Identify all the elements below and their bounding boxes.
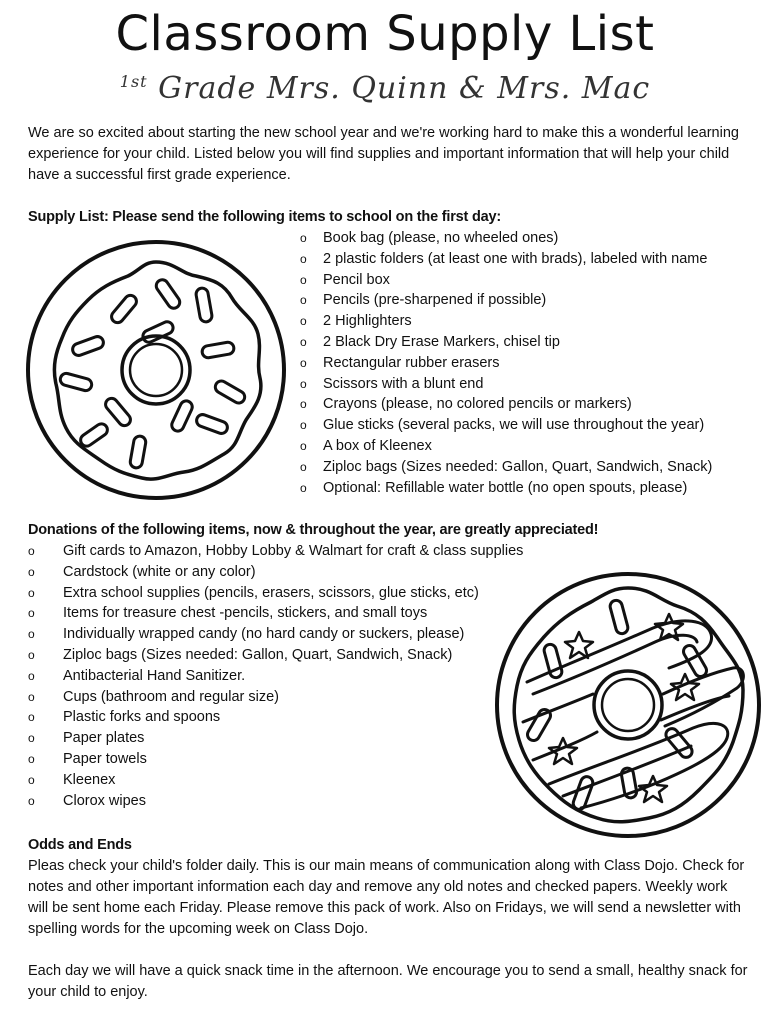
- list-item: [300, 249, 712, 270]
- subtitle-text: Grade Mrs. Quinn & Mrs. Mac: [158, 71, 651, 106]
- list-bullet: o: [300, 355, 307, 370]
- list-item: [28, 749, 523, 770]
- list-item-text: Clorox wipes: [63, 792, 146, 809]
- sprinkle-donut-icon: [24, 238, 288, 502]
- list-bullet: o: [28, 731, 35, 746]
- list-item: [300, 478, 712, 499]
- list-item: [300, 332, 712, 353]
- list-item: [28, 541, 523, 562]
- list-bullet: o: [300, 480, 307, 495]
- list-item-text: Pencils (pre-sharpened if possible): [323, 292, 547, 309]
- list-bullet: o: [28, 710, 35, 725]
- list-item-text: 2 Black Dry Erase Markers, chisel tip: [323, 333, 560, 350]
- list-item: [28, 562, 523, 583]
- list-item: [300, 374, 712, 395]
- list-bullet: o: [300, 272, 307, 287]
- list-bullet: o: [300, 293, 307, 308]
- list-item-text: Optional: Refillable water bottle (no open spouts, please): [323, 479, 688, 496]
- list-item: [28, 687, 523, 708]
- list-bullet: o: [28, 793, 35, 808]
- list-bullet: o: [28, 772, 35, 787]
- list-item-text: 2 Highlighters: [323, 313, 412, 330]
- list-item-text: Antibacterial Hand Sanitizer.: [63, 667, 246, 684]
- odds-and-ends-paragraph: Pleas check your child's folder daily. This is our main means of communication along with Class Dojo. Check for notes and other important information each day and remove any old notes and checked papers. Weekly work will be sent home each Friday. Please remove this pack of work. Also on Fridays, we will send a newsletter with spelling words for the upcoming week on Class Dojo.: [28, 858, 745, 937]
- list-item-text: Ziploc bags (Sizes needed: Gallon, Quart, Sandwich, Snack): [323, 458, 713, 475]
- list-item: [28, 583, 523, 604]
- list-item-text: Items for treasure chest -pencils, stickers, and small toys: [63, 605, 428, 622]
- list-item-text: Cardstock (white or any color): [63, 563, 256, 580]
- list-item: [28, 603, 523, 624]
- list-item: [300, 228, 712, 249]
- list-bullet: o: [28, 689, 35, 704]
- list-item-text: Plastic forks and spoons: [63, 709, 221, 726]
- list-bullet: o: [28, 647, 35, 662]
- list-item-text: A box of Kleenex: [323, 437, 432, 454]
- list-item-text: Individually wrapped candy (no hard candy or suckers, please): [63, 626, 465, 643]
- star-donut-icon: [493, 570, 763, 840]
- list-item: [28, 728, 523, 749]
- list-item: [28, 666, 523, 687]
- list-bullet: o: [28, 585, 35, 600]
- supply-list-heading: Supply List: Please send the following items to school on the first day:: [28, 209, 502, 225]
- list-bullet: o: [28, 751, 35, 766]
- list-bullet: o: [300, 376, 307, 391]
- snack-paragraph: Each day we will have a quick snack time in the afternoon. We encourage you to send a small, healthy snack for your child to enjoy.: [28, 963, 748, 1000]
- list-item-text: Gift cards to Amazon, Hobby Lobby & Walmart for craft & class supplies: [63, 543, 524, 559]
- list-item: [28, 770, 523, 791]
- odds-and-ends-heading: Odds and Ends: [28, 837, 132, 853]
- list-item-text: Extra school supplies (pencils, erasers, scissors, glue sticks, etc): [63, 584, 479, 601]
- list-item: [28, 645, 523, 666]
- list-item-text: Ziploc bags (Sizes needed: Gallon, Quart, Sandwich, Snack): [63, 646, 453, 663]
- list-item: [300, 270, 712, 291]
- list-bullet: o: [28, 606, 35, 621]
- list-item-text: Glue sticks (several packs, we will use throughout the year): [323, 417, 705, 434]
- list-item: [300, 311, 712, 332]
- list-bullet: o: [28, 668, 35, 683]
- list-bullet: o: [300, 397, 307, 412]
- donations-list: [28, 541, 523, 811]
- list-bullet: o: [28, 544, 35, 558]
- list-item: [300, 290, 712, 311]
- list-bullet: o: [28, 627, 35, 642]
- list-bullet: o: [300, 231, 307, 245]
- list-item: [300, 415, 712, 436]
- supply-list: [300, 228, 712, 498]
- list-item-text: Scissors with a blunt end: [323, 375, 484, 392]
- list-item: [28, 791, 523, 812]
- list-item: [28, 624, 523, 645]
- list-item: [300, 394, 712, 415]
- list-item-text: Cups (bathroom and regular size): [63, 688, 279, 705]
- list-item: [300, 353, 712, 374]
- intro-paragraph: We are so excited about starting the new school year and we're working hard to make this a wonderful learning experience for your child. Listed below you will find supplies and important information that will help your child have a successful first grade experience.: [28, 125, 739, 183]
- donations-heading: Donations of the following items, now & throughout the year, are greatly appreciated!: [28, 522, 599, 538]
- list-bullet: o: [28, 564, 35, 579]
- list-item-text: Rectangular rubber erasers: [323, 354, 500, 371]
- list-bullet: o: [300, 418, 307, 433]
- page-subtitle: [0, 64, 770, 107]
- list-bullet: o: [300, 459, 307, 474]
- list-item: [300, 436, 712, 457]
- list-item: [300, 457, 712, 478]
- list-item-text: 2 plastic folders (at least one with brads), labeled with name: [323, 250, 708, 267]
- list-bullet: o: [300, 314, 307, 329]
- list-item-text: Paper plates: [63, 730, 145, 747]
- page-title: Classroom Supply List: [115, 6, 655, 62]
- list-item: [28, 707, 523, 728]
- list-bullet: o: [300, 251, 307, 266]
- subtitle-grade-ordinal: 1st: [119, 72, 148, 91]
- list-bullet: o: [300, 334, 307, 349]
- list-item-text: Kleenex: [63, 771, 116, 788]
- list-item-text: Paper towels: [63, 750, 147, 767]
- list-item-text: Book bag (please, no wheeled ones): [323, 230, 559, 246]
- list-item-text: Crayons (please, no colored pencils or markers): [323, 396, 632, 413]
- list-bullet: o: [300, 438, 307, 453]
- list-item-text: Pencil box: [323, 271, 390, 288]
